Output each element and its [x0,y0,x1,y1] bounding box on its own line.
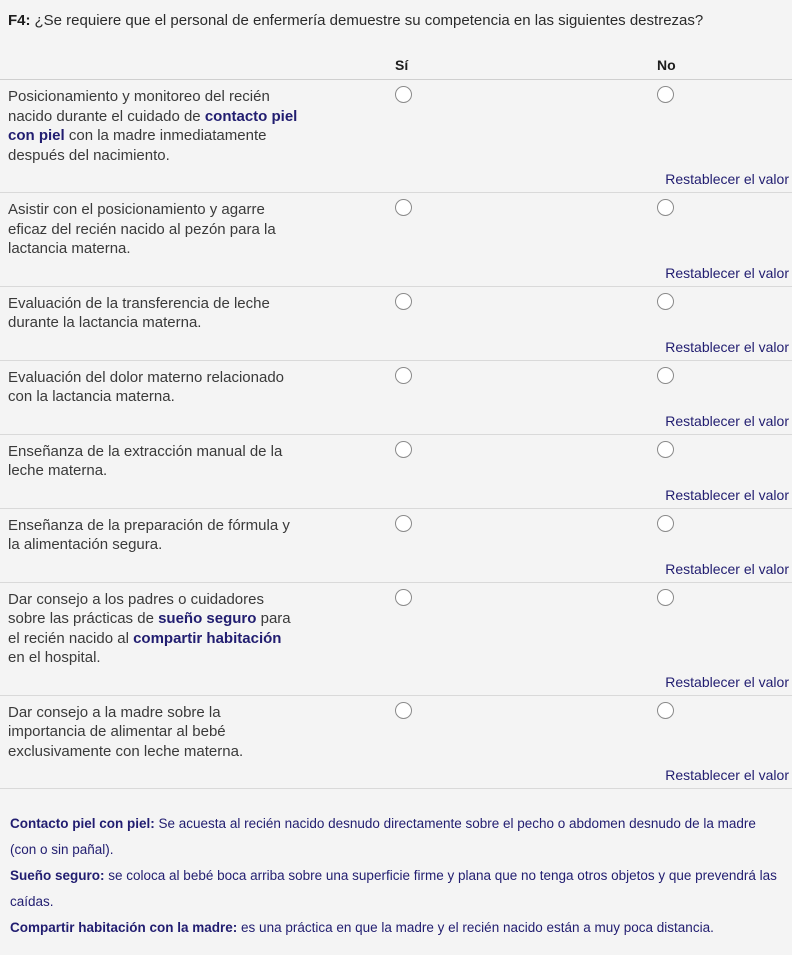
skill-text-segment: Dar consejo a los padres o cuidadores sobre las prácticas de [8,590,264,627]
skill-label [0,696,308,762]
radio-yes[interactable] [395,293,412,310]
footnote-term: Compartir habitación con la madre: [10,920,238,935]
reset-row [0,555,792,582]
no-cell [654,435,792,481]
no-cell [654,287,792,333]
radio-no[interactable] [657,702,674,719]
radio-no[interactable] [657,367,674,384]
yes-cell [392,80,654,165]
table-row [0,287,792,361]
footnote-term: Sueño seguro: [10,868,105,883]
page-title [0,0,792,31]
footnote-term: Contacto piel con piel: [10,816,155,831]
column-header-label [0,57,392,73]
skill-label [0,509,308,555]
footnote [10,863,778,915]
radio-yes[interactable] [395,367,412,384]
no-cell [654,80,792,165]
reset-row [0,407,792,434]
skill-text-segment: Evaluación del dolor materno relacionado con la lactancia materna. [8,368,285,405]
table-row [0,193,792,287]
skill-text-segment: con la madre inmediatamente después del nacimiento. [8,127,267,164]
skill-label [0,193,308,259]
reset-row [0,668,792,695]
skill-text-segment: sueño seguro [158,610,257,627]
skill-text-segment: en el hospital. [8,649,101,666]
reset-value-link[interactable]: Restablecer el valor [665,673,789,690]
yes-cell [392,287,654,333]
skill-text-segment: Enseñanza de la preparación de fórmula y la alimentación segura. [8,516,290,553]
no-cell [654,696,792,762]
footnote-definition: Se acuesta al recién nacido desnudo directamente sobre el pecho o abdomen desnudo de la madre (con o sin pañal). [10,816,756,857]
yes-cell [392,696,654,762]
skill-text-segment: Dar consejo a la madre sobre la importancia de alimentar al bebé exclusivamente con leche materna. [8,703,244,760]
footnotes [0,811,792,955]
skills-table [0,31,792,789]
table-row [0,583,792,696]
yes-cell [392,509,654,555]
radio-yes[interactable] [395,199,412,216]
skill-text-segment: Posicionamiento y monitoreo del recién nacido durante el cuidado de [8,88,270,125]
no-cell [654,509,792,555]
table-row [0,435,792,509]
skill-text-segment: para el recién nacido al [8,610,291,647]
reset-row [0,259,792,286]
footnote [10,811,778,863]
skill-text-segment: Enseñanza de la extracción manual de la leche materna. [8,442,283,479]
yes-cell [392,193,654,259]
skill-label [0,287,308,333]
question-text: ¿Se requiere que el personal de enfermería demuestre su competencia en las siguientes destrezas? [34,12,704,29]
table-header [0,31,792,80]
skill-label [0,361,308,407]
skill-label [0,435,308,481]
reset-value-link[interactable]: Restablecer el valor [665,767,789,783]
reset-value-link[interactable]: Restablecer el valor [665,560,789,577]
column-header-no: No [657,57,676,73]
no-cell [654,193,792,259]
skill-label [0,80,308,165]
radio-no[interactable] [657,293,674,310]
radio-yes[interactable] [395,441,412,458]
radio-yes[interactable] [395,86,412,103]
reset-value-link[interactable]: Restablecer el valor [665,412,789,429]
reset-value-link[interactable]: Restablecer el valor [665,171,789,187]
footnote [10,915,778,941]
skill-label [0,583,308,668]
radio-no[interactable] [657,441,674,458]
yes-cell [392,435,654,481]
reset-row [0,481,792,508]
footnote-definition: se coloca al bebé boca arriba sobre una superficie firme y plana que no tenga otros objetos y que prevendrá las caídas. [10,868,777,909]
reset-row [0,165,792,192]
radio-yes[interactable] [395,589,412,606]
no-cell [654,583,792,668]
table-row [0,509,792,583]
radio-yes[interactable] [395,702,412,719]
yes-cell [392,583,654,668]
yes-cell [392,361,654,407]
radio-no[interactable] [657,86,674,103]
radio-no[interactable] [657,515,674,532]
radio-yes[interactable] [395,515,412,532]
table-row [0,361,792,435]
column-header-yes: Sí [395,57,409,73]
reset-value-link[interactable]: Restablecer el valor [665,338,789,355]
question-number: F4: [8,12,31,29]
skill-text-segment: compartir habitación [133,629,282,647]
radio-no[interactable] [657,589,674,606]
footnote-definition: es una práctica en que la madre y el recién nacido están a muy poca distancia. [237,920,714,935]
table-row [0,696,792,790]
rows-container [0,80,792,789]
skill-text-segment: Asistir con el posicionamiento y agarre eficaz del recién nacido al pezón para la lactancia materna. [8,201,276,257]
skill-text-segment: contacto piel con piel [8,107,298,144]
reset-value-link[interactable]: Restablecer el valor [665,264,789,281]
table-row [0,80,792,193]
skill-text-segment: Evaluación de la transferencia de leche durante la lactancia materna. [8,294,270,331]
reset-row [0,761,792,788]
no-cell [654,361,792,407]
radio-no[interactable] [657,199,674,216]
reset-row [0,333,792,360]
reset-value-link[interactable]: Restablecer el valor [665,486,789,503]
